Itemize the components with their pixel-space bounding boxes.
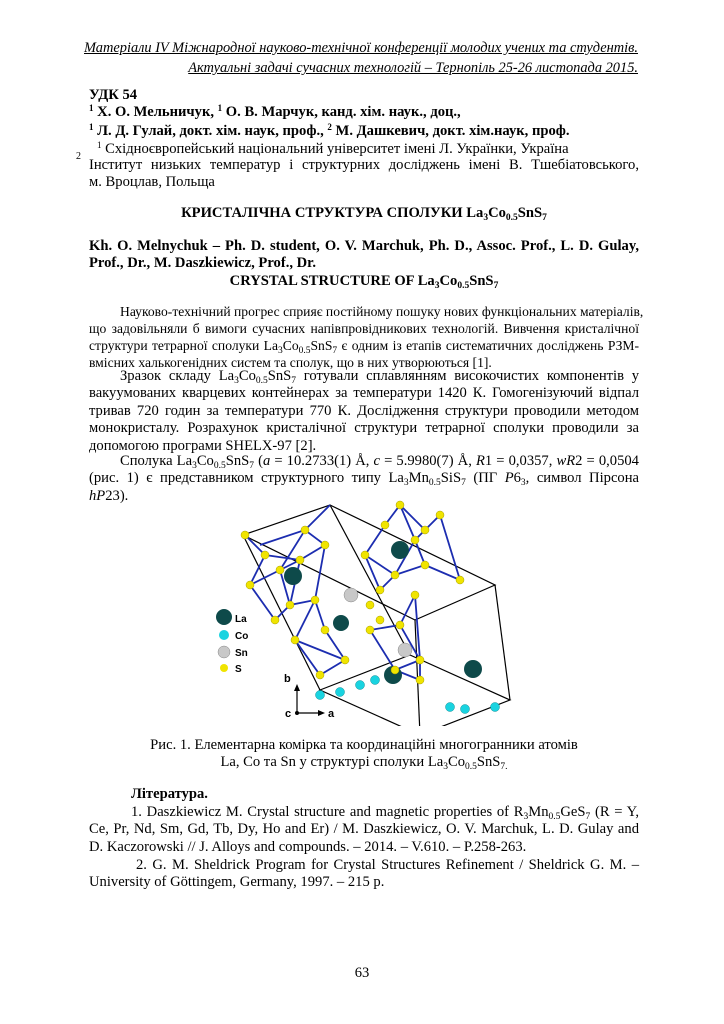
legend-la-swatch	[216, 609, 232, 625]
legend-la: La	[235, 614, 247, 625]
authors-ua-line1: $^1$ Х. О. Мельничук, $^1$ О. В. Марчук, канд. хім. наук., доц.,	[89, 103, 461, 120]
axis-b-label: b	[284, 673, 291, 685]
legend-sn-swatch	[218, 646, 230, 658]
affiliation-2: Інститут низьких температур і структурних досліджень імені В. Тшебіатовського, м. Вроцлав, Польща	[89, 157, 639, 191]
affiliation-1: $^1$ Східноєвропейський національний університет імені Л. Українки, Україна	[97, 140, 569, 157]
legend-s: S	[235, 664, 242, 675]
figure-legend	[216, 609, 248, 675]
udk: УДК 54	[89, 87, 138, 103]
axis-a-label: a	[328, 708, 335, 720]
paragraph-1: Науково-технічний прогрес сприяє постійному пошуку нових функціональних матеріалів, що задовільняли б вимоги сучасних напівпровідникових технологій. Вивчення кристалічної структури тетрарної сполуки $La_3Co_{0.5}SnS_7$ є одним із етапів систематичних досліджень РЗМ- вмісних халькогенідних систем та сполук, що в них утворюються [1].	[89, 304, 644, 370]
running-header-line1: Матеріали IV Міжнародної науково-технічної конференції молодих учених та студентів.	[84, 40, 638, 56]
title-ua: КРИСТАЛІЧНА СТРУКТУРА СПОЛУКИ $La_3Co_{0.5}SnS_7$	[181, 205, 547, 223]
paragraph-3: Сполука $La_3Co_{0.5}SnS_7$ (a = 10.2733(1) Å, c = 5.9980(7) Å, R1 = 0,0357, wR2 = 0,0504 (рис. 1) є представником структурного типу $La_3Mn_{0.5}SiS_7$ (ПГ $P6_3$, символ Пірсона hP23).	[89, 453, 640, 504]
axes-indicator	[284, 673, 335, 720]
figure-caption: Рис. 1. Елементарна комірка та координаційні многогранники атомів La, Co та Sn у структурі сполуки $La_3Co_{0.5}SnS_{7.}$	[150, 737, 578, 773]
reference-2: 2. G. M. Sheldrick Program for Crystal Structures Refinement / Sheldrick G. M. – University of Göttingem, Germany, 1997. – 215 p.	[89, 857, 639, 891]
legend-co: Co	[235, 631, 249, 642]
references-heading: Література.	[131, 786, 208, 802]
authors-en: Kh. O. Melnychuk – Ph. D. student, O. V. Marchuk, Ph. D., Assoc. Prof., L. D. Gulay, Prof., Dr., M. Daszkiewicz, Prof., Dr.	[89, 238, 639, 272]
page-number: 63	[354, 965, 370, 981]
legend-co-swatch	[219, 630, 229, 640]
legend-sn: Sn	[235, 648, 248, 659]
legend-s-swatch	[220, 664, 228, 672]
paragraph-2: Зразок складу $La_3Co_{0.5}SnS_7$ готували сплавлянням високочистих компонентів у вакуумованих кварцевих контейнерах за температури 1420 К. Гомогенізуючий відпал тривав 720 годин за температури 770 К. Дослідження структури проводили методом монокристалу. Розрахунок кристалічної структури тетрарної сполуки проводили за допомогою програми SHELX-97 [2].	[89, 368, 640, 454]
crystal-structure-figure	[205, 500, 525, 726]
la-atoms	[284, 541, 482, 684]
reference-1: 1. Daszkiewicz M. Crystal structure and magnetic properties of $R_3Mn_{0.5}GeS_7$ (R = Y, Ce, Pr, Nd, Sm, Gd, Tb, Dy, Ho and Er) / M. Daszkiewicz, O. V. Marchuk, L. D. Gulay and D. Kaczorowski // J. Alloys and compounds. – 2014. – V.610. – P.258-263.	[89, 804, 639, 855]
authors-ua-line2: $^1$ Л. Д. Гулай, докт. хім. наук, проф., $^2$ М. Дашкевич, докт. хім.наук, проф.	[89, 122, 570, 139]
axis-c-label: c	[285, 708, 292, 720]
title-en: CRYSTAL STRUCTURE OF $La_3Co_{0.5}SnS_7$	[229, 273, 499, 291]
affiliation-2-marker: 2	[76, 151, 81, 162]
running-header-line2: Актуальні задачі сучасних технологій – Тернопіль 25-26 листопада 2015.	[188, 60, 638, 76]
